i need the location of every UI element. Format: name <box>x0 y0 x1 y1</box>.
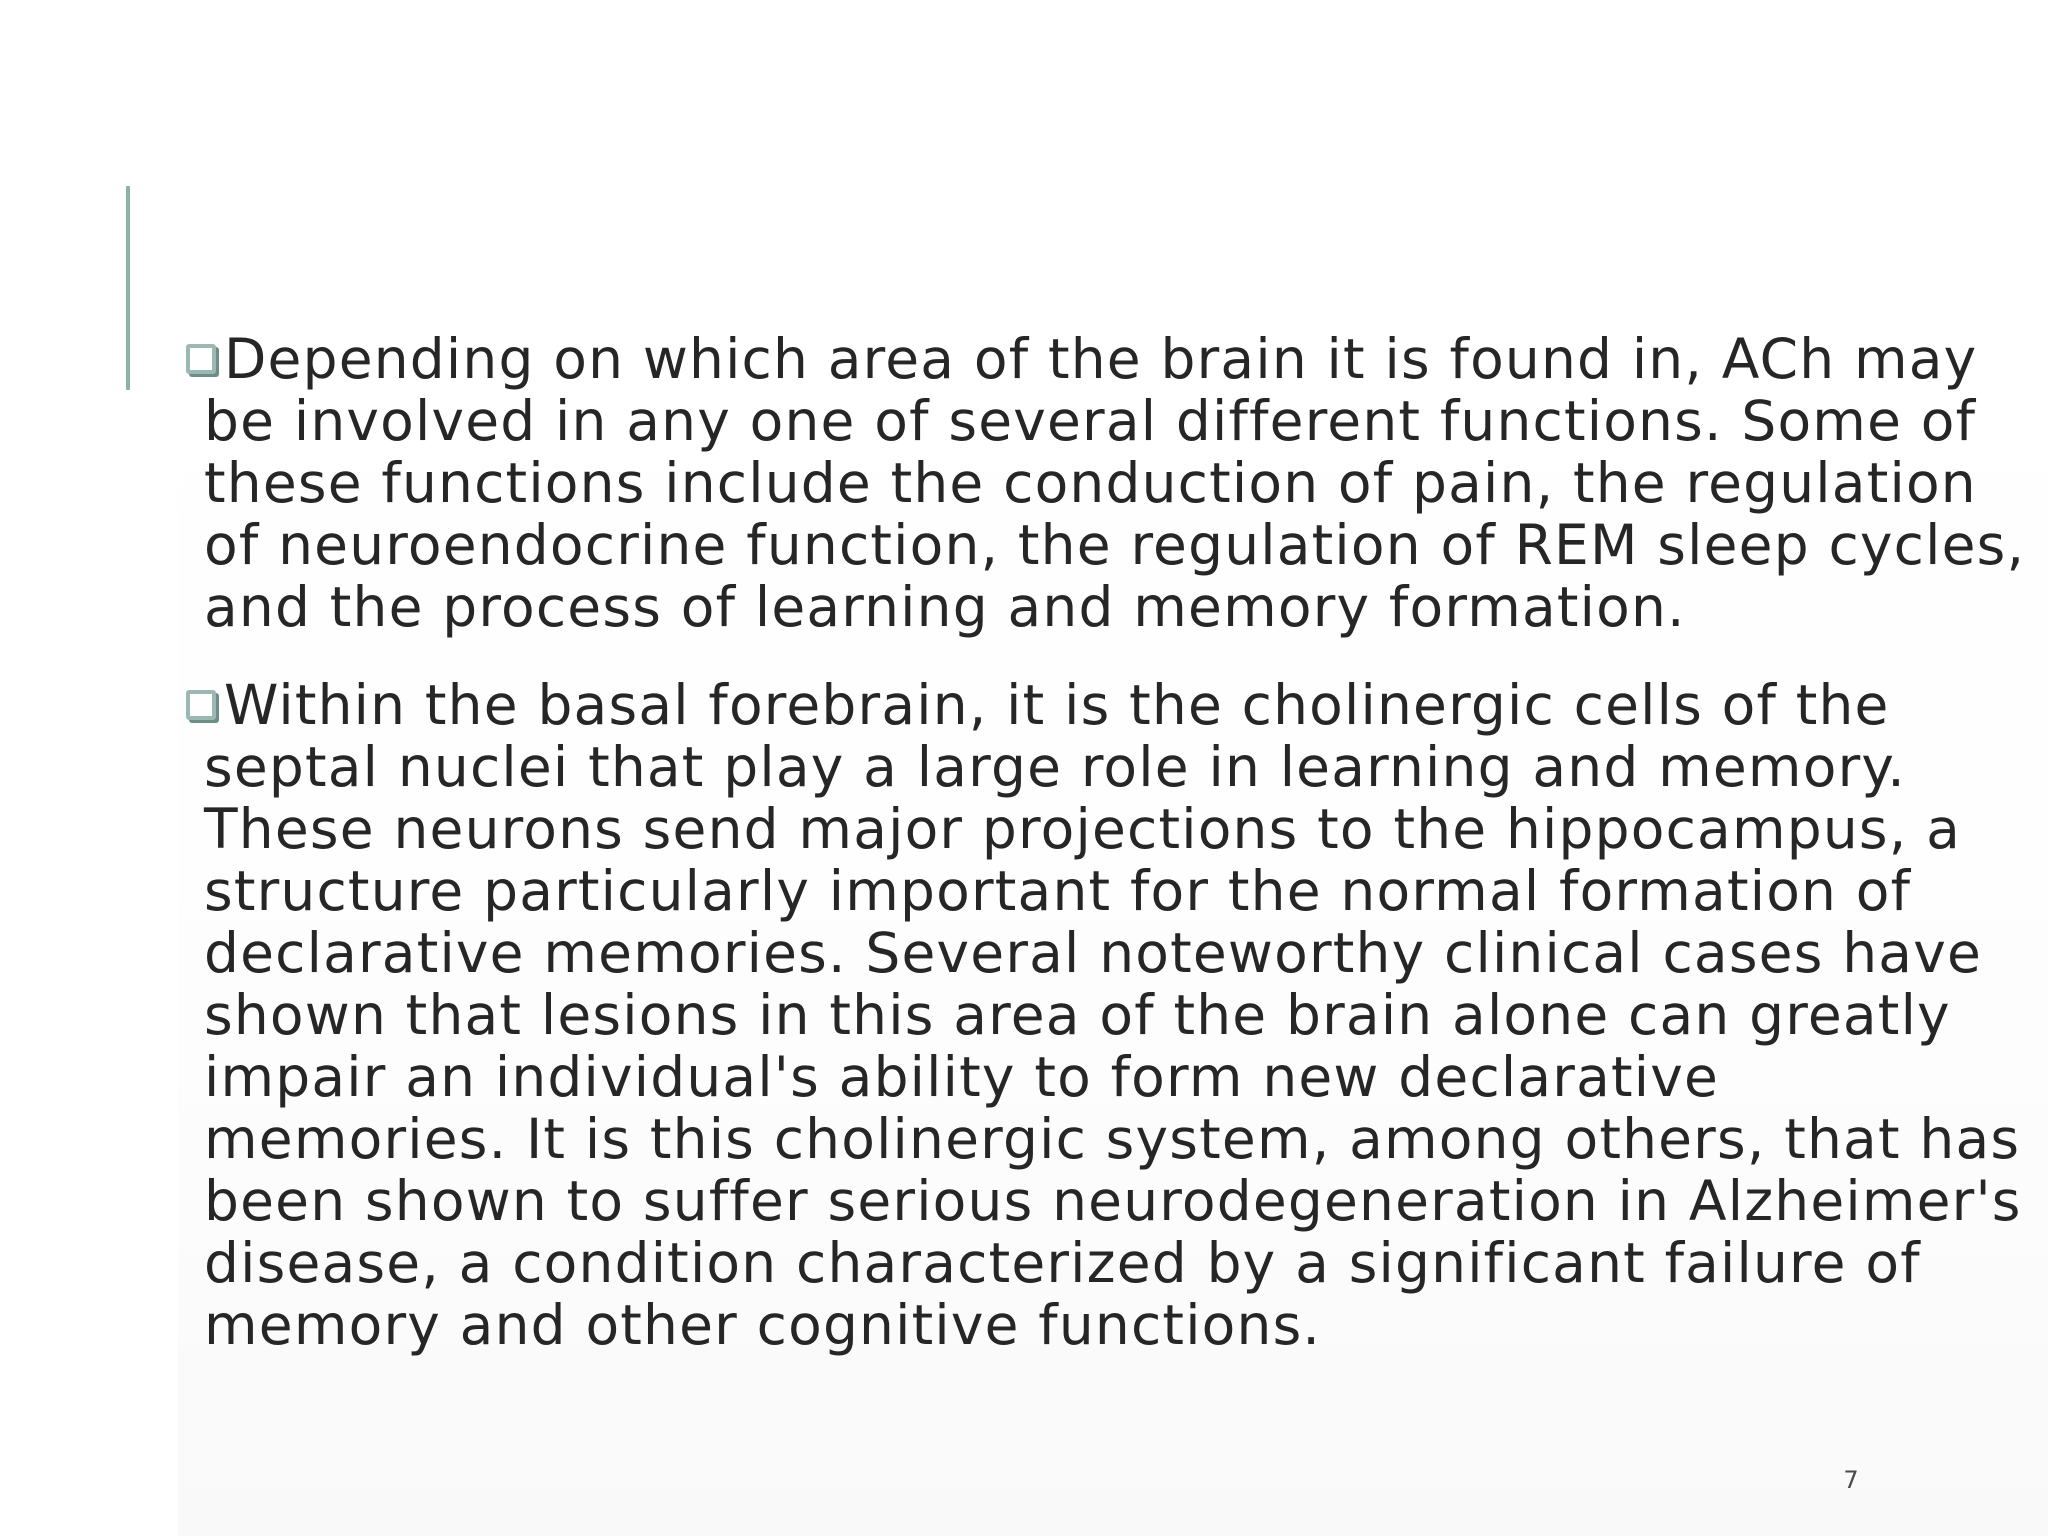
accent-bar <box>126 186 130 390</box>
hollow-square-bullet-icon <box>186 344 216 374</box>
paragraph-text: Within the basal forebrain, it is the cholinergic cells of the septal nuclei that play a large role in learning and memory. These neurons send major projections to the hippocampus, a structure particularly important for the normal formation of declarative memories. Several noteworthy clinical cases have shown that lesions in this area of the brain alone can greatly impair an individual's ability to form new declarative memories. It is this cholinergic system, among others, that has been shown to suffer serious neurodegeneration in Alzheimer's disease, a condition characterized by a significant failure of memory and other cognitive functions. <box>204 673 2022 1357</box>
slide-content <box>188 328 2028 1392</box>
bullet-paragraph-1 <box>188 328 2028 638</box>
paragraph-text: Depending on which area of the brain it is found in, ACh may be involved in any one of several different functions. Some of these functions include the conduction of pain, the regulation of neuroendocrine function, the regulation of REM sleep cycles, and the process of learning and memory formation. <box>204 327 2026 639</box>
hollow-square-bullet-icon <box>186 690 216 720</box>
bullet-paragraph-2 <box>188 674 2028 1356</box>
page-number: 7 <box>1843 1466 1859 1494</box>
